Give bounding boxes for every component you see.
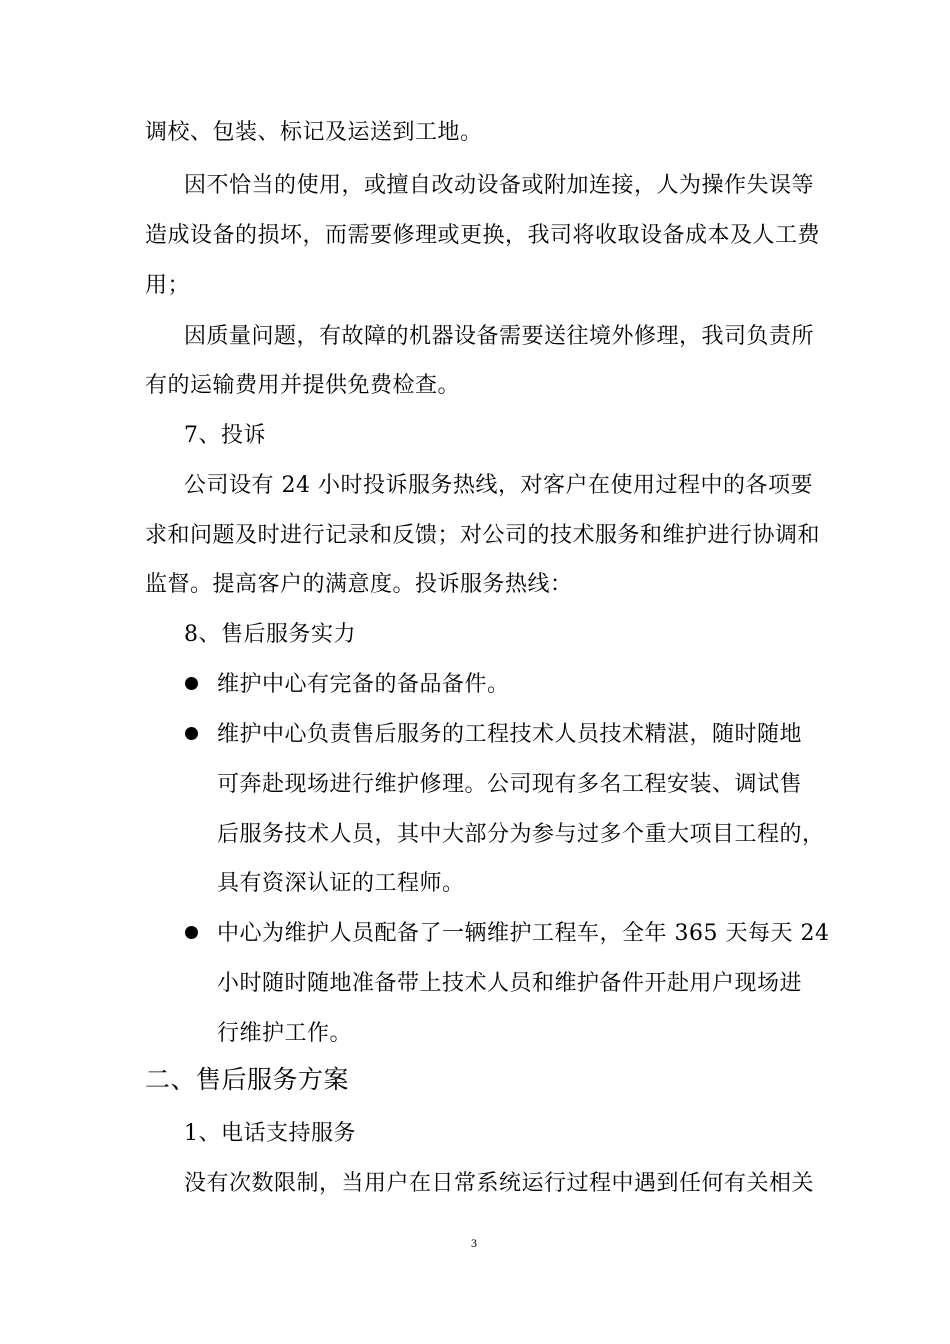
bullet-item-line: 维护中心负责售后服务的工程技术人员技术精湛，随时随地 bbox=[217, 722, 803, 747]
bullet-item-line: 中心为维护人员配备了一辆维护工程车，全年 365 天每天 24 bbox=[217, 921, 830, 946]
subsection-1-heading: 1、电话支持服务 bbox=[184, 1121, 356, 1146]
paragraph-line: 有的运输费用并提供免费检查。 bbox=[145, 373, 461, 398]
bullet-item-line: 可奔赴现场进行维护修理。公司现有多名工程安装、调试售 bbox=[217, 772, 803, 797]
bullet-item-line: 小时随时随地准备带上技术人员和维护备件开赴用户现场进 bbox=[217, 971, 803, 996]
bullet-item-line: 具有资深认证的工程师。 bbox=[217, 871, 465, 896]
paragraph-line: 因质量问题，有故障的机器设备需要送往境外修理，我司负责所 bbox=[184, 324, 815, 349]
section-7-heading: 7、投诉 bbox=[184, 423, 266, 448]
bullet-dot-icon bbox=[185, 727, 198, 740]
section-2-heading: 二、售后服务方案 bbox=[145, 1065, 350, 1094]
bullet-item-line: 行维护工作。 bbox=[217, 1021, 353, 1046]
paragraph-line: 调校、包装、标记及运送到工地。 bbox=[145, 120, 483, 145]
paragraph-line: 监督。提高客户的满意度。投诉服务热线： bbox=[145, 572, 573, 597]
paragraph-line: 公司设有 24 小时投诉服务热线，对客户在使用过程中的各项要 bbox=[184, 473, 813, 498]
bullet-dot-icon bbox=[185, 677, 198, 690]
paragraph-line: 没有次数限制，当用户在日常系统运行过程中遇到任何有关相关 bbox=[184, 1171, 815, 1196]
bullet-item-line: 维护中心有完备的备品备件。 bbox=[217, 672, 510, 697]
paragraph-line: 造成设备的损坏，而需要修理或更换，我司将收取设备成本及人工费 bbox=[145, 223, 821, 248]
paragraph-line: 因不恰当的使用，或擅自改动设备或附加连接，人为操作失误等 bbox=[184, 173, 815, 198]
bullet-item-line: 后服务技术人员，其中大部分为参与过多个重大项目工程的， bbox=[217, 822, 825, 847]
bullet-dot-icon bbox=[185, 926, 198, 939]
paragraph-line: 求和问题及时进行记录和反馈；对公司的技术服务和维护进行协调和 bbox=[145, 523, 821, 548]
paragraph-line: 用； bbox=[145, 273, 191, 298]
section-8-heading: 8、售后服务实力 bbox=[184, 622, 356, 647]
page-number: 3 bbox=[471, 1236, 477, 1250]
